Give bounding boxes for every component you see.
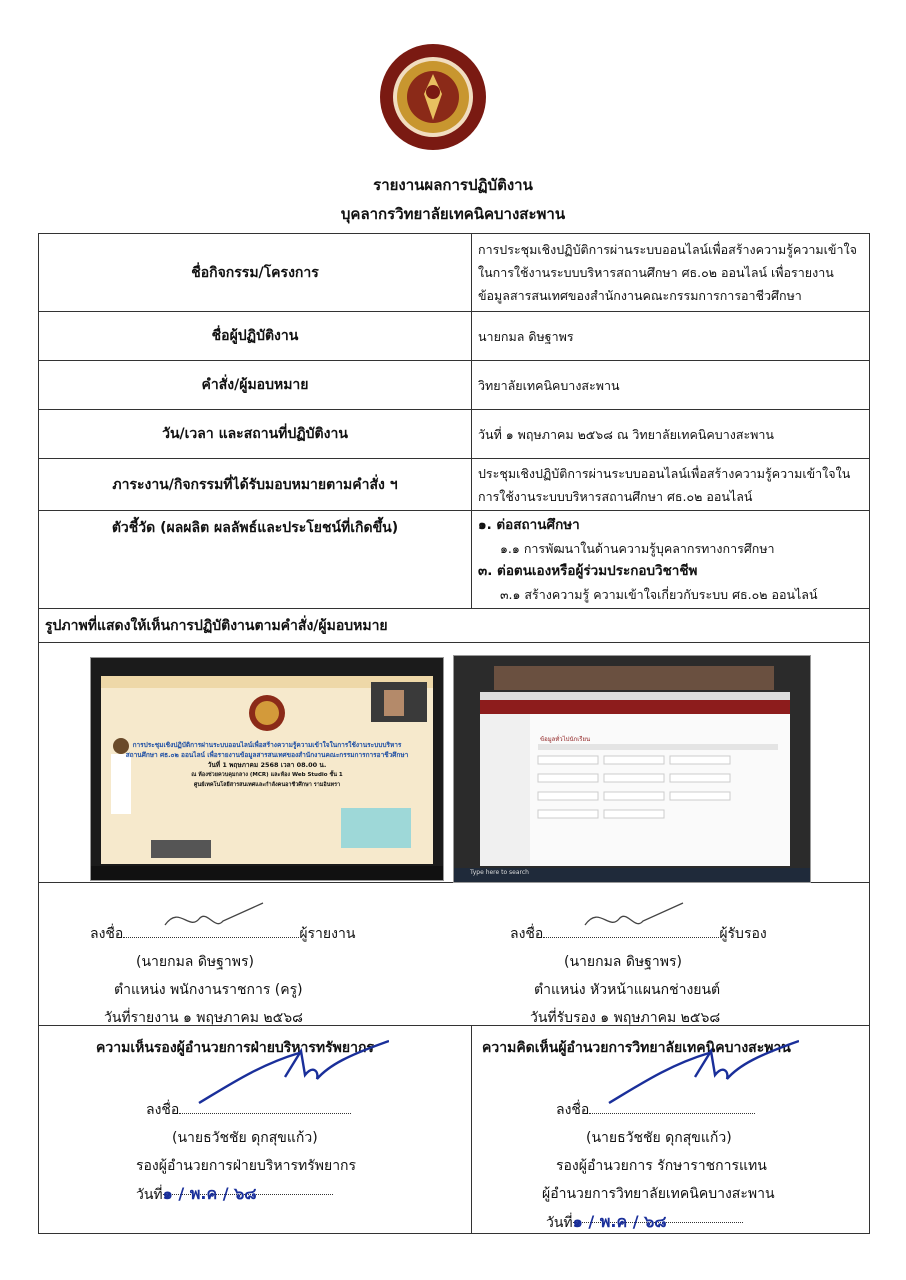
meeting-place-2: ศูนย์เทคโนโลยีสารสนเทศและกำลังคนอาชีวศึกษา รามอินทรา bbox=[193, 782, 341, 788]
deputy-approval: ความเห็นรองผู้อำนวยการฝ่ายบริหารทรัพยากร ลงชื่อ (นายธวัชชัย ดุกสุขแก้ว) รองผู้อำนวยการฝ่ายบริหารทรัพยากร วันที่๑ / พ.ค / ๖๘ bbox=[96, 1034, 456, 1209]
certifier-position: ตำแหน่ง หัวหน้าแผนกช่างยนต์ bbox=[534, 982, 721, 998]
table-row bbox=[39, 511, 870, 609]
signature-line bbox=[179, 1099, 351, 1114]
row-value: วิทยาลัยเทคนิคบางสะพาน bbox=[472, 361, 870, 410]
director-position: รองผู้อำนวยการ รักษาราชการแทน bbox=[556, 1158, 767, 1174]
table-row bbox=[39, 410, 870, 459]
handwritten-date: ๑ / พ.ค / ๖๘ bbox=[573, 1208, 743, 1223]
row-label: ชื่อผู้ปฏิบัติงาน bbox=[39, 312, 472, 361]
row-value: ประชุมเชิงปฏิบัติการผ่านระบบออนไลน์เพื่อสร้างความรู้ความเข้าใจใน การใช้งานระบบบริหารสถานศึกษา ศธ.๐๒ ออนไลน์ bbox=[472, 459, 870, 511]
reporter-signature: ลงชื่อ ผู้รายงาน (นายกมล ดิษฐาพร) ตำแหน่ง พนักงานราชการ (ครู) วันที่รายงาน ๑ พฤษภาคม ๒๕๖๘ bbox=[90, 920, 410, 1032]
taskbar-search: Type here to search bbox=[470, 869, 529, 876]
report-title: รายงานผลการปฏิบัติงาน bbox=[373, 176, 533, 194]
row-label: ภาระงาน/กิจกรรมที่ได้รับมอบหมายตามคำสั่ง ฯ bbox=[39, 459, 472, 511]
table-row bbox=[39, 609, 870, 643]
report-subtitle: บุคลากรวิทยาลัยเทคนิคบางสะพาน bbox=[340, 205, 566, 223]
handwritten-signature bbox=[579, 901, 689, 935]
table-row bbox=[39, 459, 870, 511]
row-value: การประชุมเชิงปฏิบัติการผ่านระบบออนไลน์เพื่อสร้างความรู้ความเข้าใจ ในการใช้งานระบบบริหารสถานศึกษา ศธ.๐๒ ออนไลน์ เพื่อรายงาน ข้อมูลสารสนเทศของสำนักงานคณะกรรมการการอาชีวศึกษา bbox=[472, 234, 870, 312]
signature-line bbox=[543, 923, 719, 938]
system-photo bbox=[453, 655, 811, 883]
row-label: วัน/เวลา และสถานที่ปฏิบัติงาน bbox=[39, 410, 472, 459]
director-approval: ความคิดเห็นผู้อำนวยการวิทยาลัยเทคนิคบางสะพาน ลงชื่อ (นายธวัชชัย ดุกสุขแก้ว) รองผู้อำนวยการ รักษาราชการแทน ผู้อำนวยการวิทยาลัยเทคนิคบางสะพาน วันที่๑ / พ.ค / ๖๘ bbox=[482, 1034, 866, 1237]
meeting-photo bbox=[90, 657, 444, 881]
reporter-position: ตำแหน่ง พนักงานราชการ (ครู) bbox=[114, 982, 303, 998]
row-value: วันที่ ๑ พฤษภาคม ๒๕๖๘ ณ วิทยาลัยเทคนิคบางสะพาน bbox=[472, 410, 870, 459]
meeting-banner-2: สถานศึกษา ศธ.๐๒ ออนไลน์ เพื่อรายงานข้อมูลสารสนเทศของสำนักงานคณะกรรมการการอาชีวศึกษา bbox=[125, 751, 409, 759]
signature-line bbox=[123, 923, 299, 938]
indicator-value: ๑. ต่อสถานศึกษา ๑.๑ การพัฒนาในด้านความรู้บุคลากรทางการศึกษา ๓. ต่อตนเองหรือผู้ร่วมประกอบวิชาชีพ ๓.๑ สร้างความรู้ ความเข้าใจเกี่ยวกับระบบ ศธ.๐๒ ออนไลน์ bbox=[472, 511, 870, 609]
director-heading: ความคิดเห็นผู้อำนวยการวิทยาลัยเทคนิคบางสะพาน bbox=[482, 1040, 791, 1056]
handwritten-signature bbox=[189, 1035, 389, 1115]
system-page-title: ข้อมูลทั่วไปนักเรียน bbox=[540, 736, 591, 743]
row-label: ชื่อกิจกรรม/โครงการ bbox=[39, 234, 472, 312]
certifier-name: (นายกมล ดิษฐาพร) bbox=[564, 954, 682, 970]
director-position-2: ผู้อำนวยการวิทยาลัยเทคนิคบางสะพาน bbox=[542, 1186, 775, 1202]
report-date: วันที่รายงาน ๑ พฤษภาคม ๒๕๖๘ bbox=[104, 1010, 303, 1026]
reporter-name: (นายกมล ดิษฐาพร) bbox=[136, 954, 254, 970]
photo-section-title: รูปภาพที่แสดงให้เห็นการปฏิบัติงานตามคำสั่ง/ผู้มอบหมาย bbox=[39, 609, 870, 643]
handwritten-date: ๑ / พ.ค / ๖๘ bbox=[163, 1180, 333, 1195]
certifier-signature: ลงชื่อ ผู้รับรอง (นายกมล ดิษฐาพร) ตำแหน่ง หัวหน้าแผนกช่างยนต์ วันที่รับรอง ๑ พฤษภาคม ๒๕๖๘ bbox=[510, 920, 840, 1032]
table-row bbox=[39, 312, 870, 361]
deputy-name: (นายธวัชชัย ดุกสุขแก้ว) bbox=[172, 1130, 318, 1146]
table-row bbox=[39, 234, 870, 312]
meeting-banner: การประชุมเชิงปฏิบัติการผ่านระบบออนไลน์เพื่อสร้างความรู้ความเข้าใจในการใช้งานระบบบริหาร bbox=[132, 741, 402, 749]
signature-line bbox=[589, 1099, 755, 1114]
deputy-position: รองผู้อำนวยการฝ่ายบริหารทรัพยากร bbox=[136, 1158, 357, 1174]
system-screen bbox=[454, 656, 810, 882]
table-row bbox=[39, 361, 870, 410]
row-label: ตัวชี้วัด (ผลผลิต ผลลัพธ์และประโยชน์ที่เกิดขึ้น) bbox=[39, 511, 472, 609]
college-logo bbox=[378, 42, 488, 152]
director-name: (นายธวัชชัย ดุกสุขแก้ว) bbox=[586, 1130, 732, 1146]
meeting-date: วันที่ 1 พฤษภาคม 2568 เวลา 08.00 น. bbox=[207, 761, 327, 769]
meeting-place: ณ ห้องช่วยควบคุมกลาง (MCR) และห้อง Web Studio ชั้น 1 bbox=[191, 772, 343, 778]
handwritten-signature bbox=[159, 901, 269, 935]
row-label: คำสั่ง/ผู้มอบหมาย bbox=[39, 361, 472, 410]
row-value: นายกมล ดิษฐาพร bbox=[472, 312, 870, 361]
certify-date: วันที่รับรอง ๑ พฤษภาคม ๒๕๖๘ bbox=[530, 1010, 721, 1026]
deputy-heading: ความเห็นรองผู้อำนวยการฝ่ายบริหารทรัพยากร bbox=[96, 1040, 374, 1056]
handwritten-signature bbox=[599, 1035, 799, 1115]
